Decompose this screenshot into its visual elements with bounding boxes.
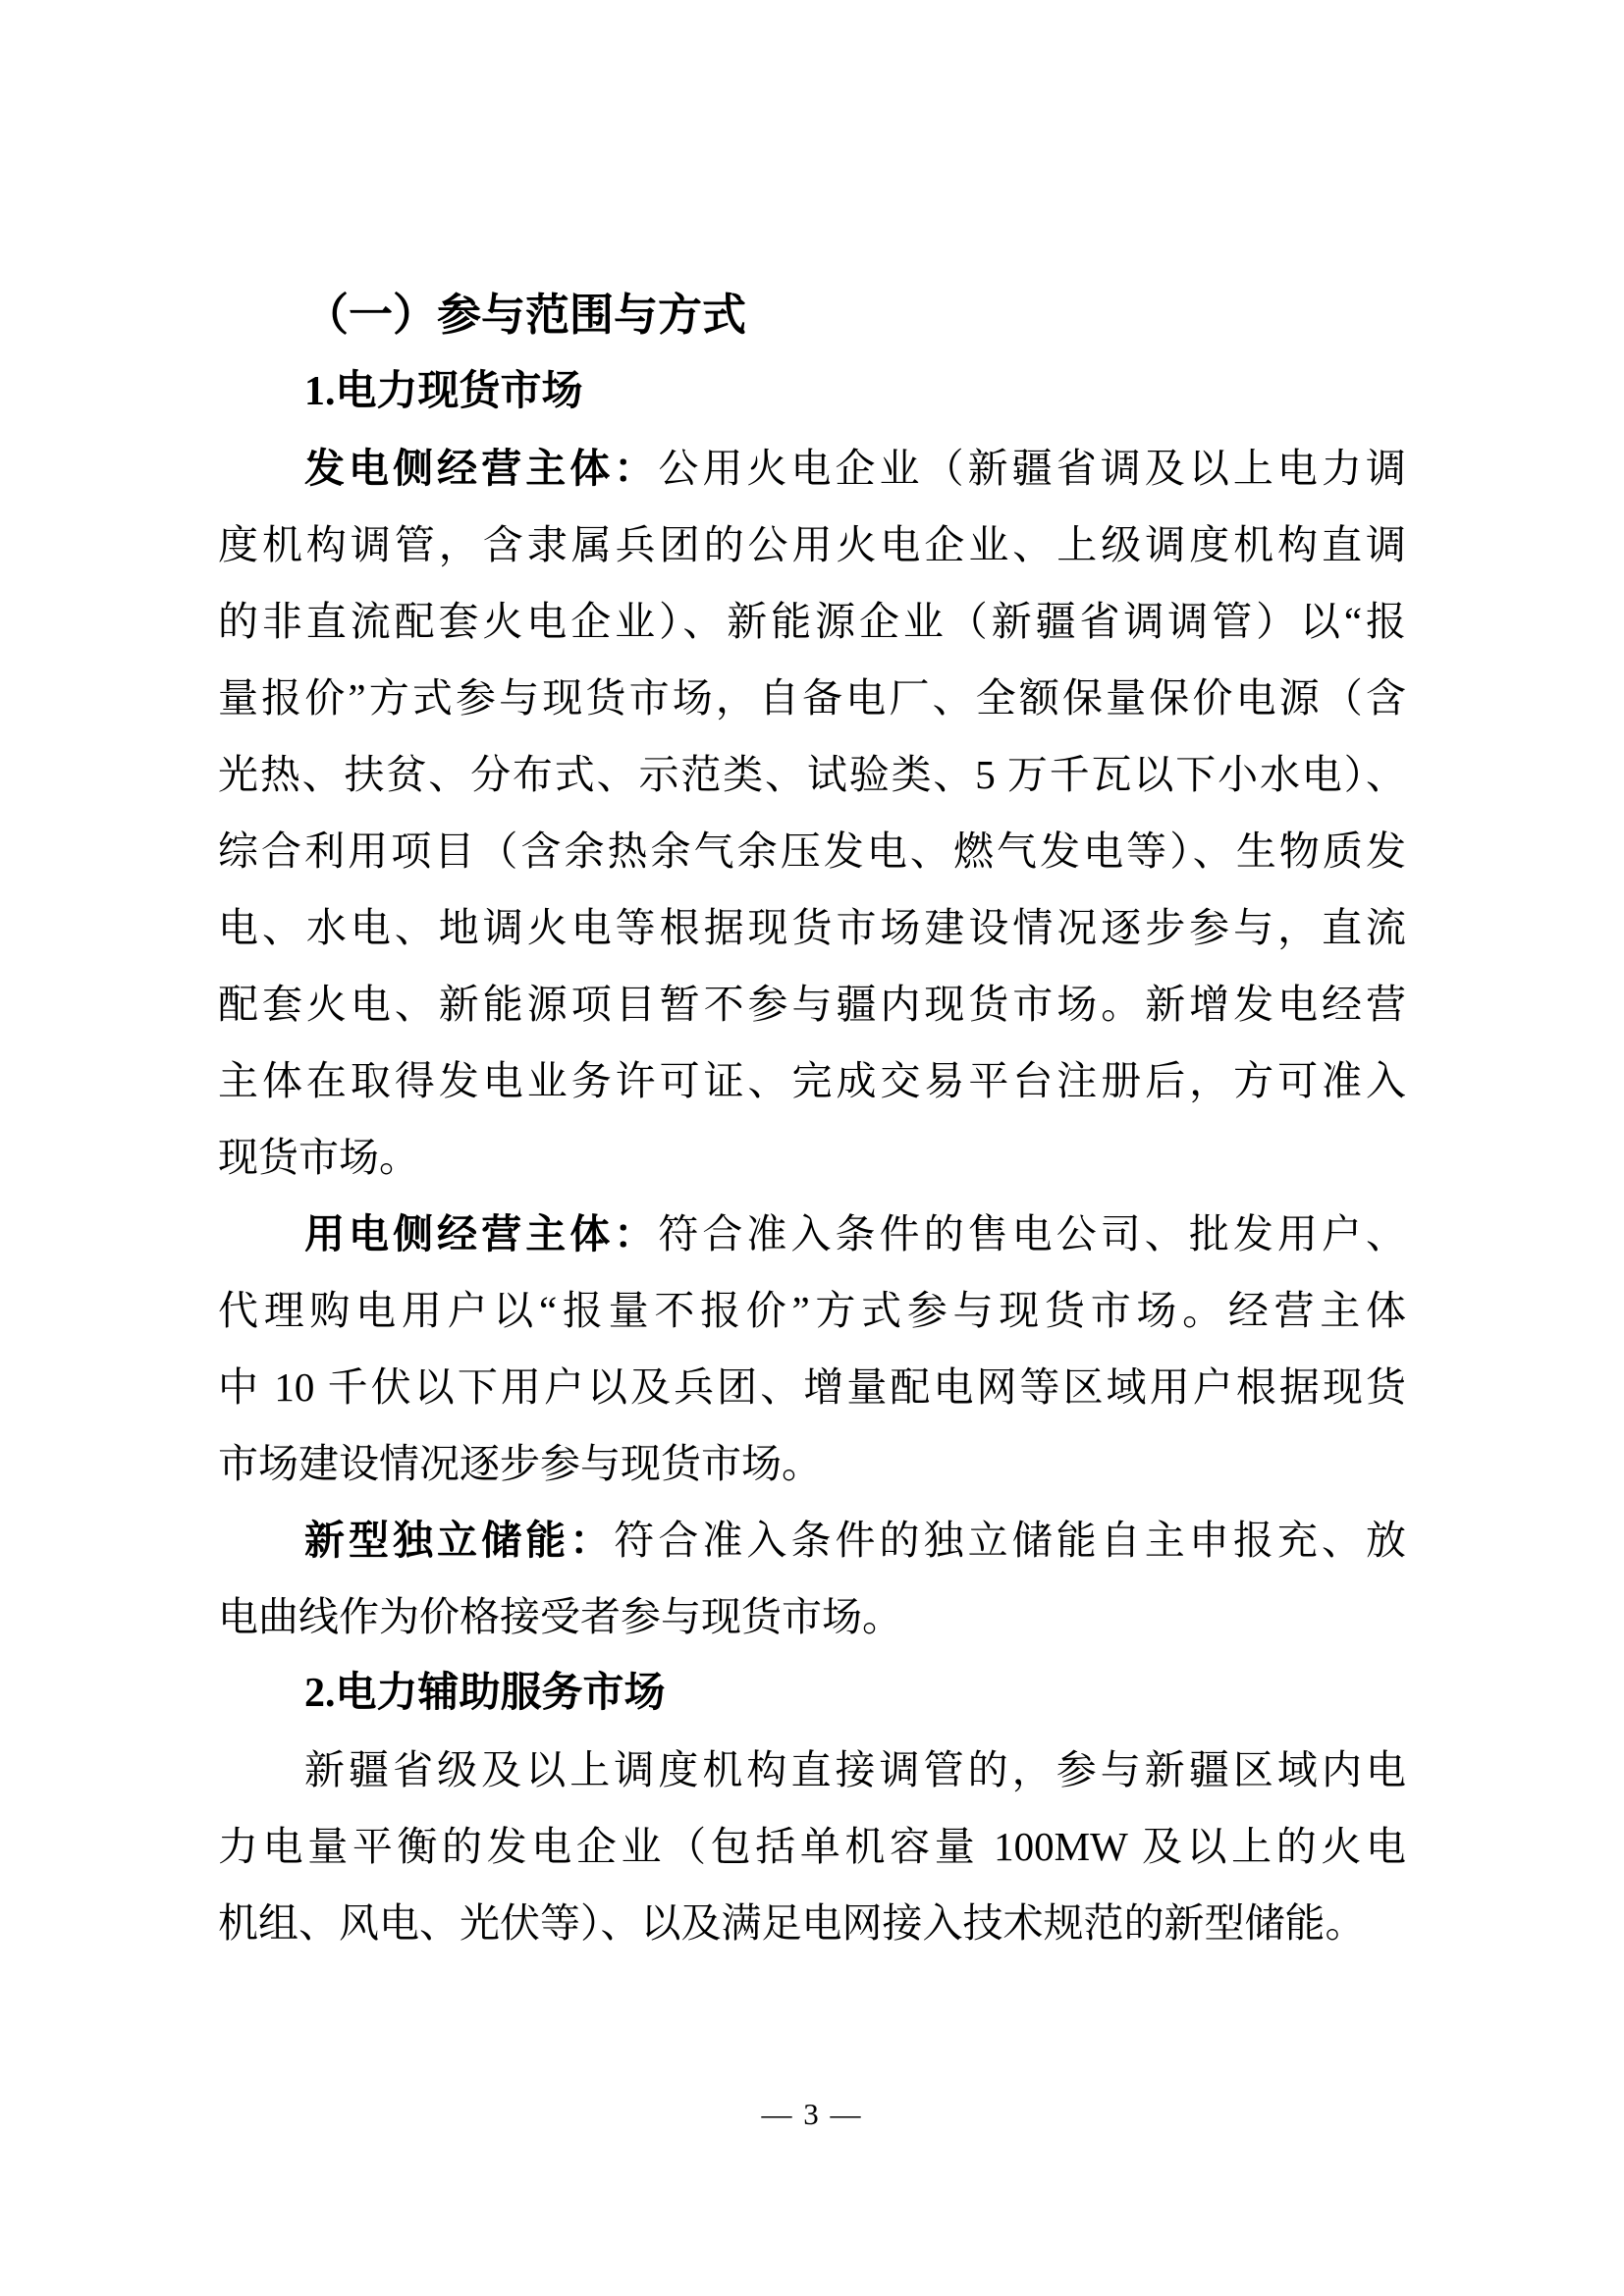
para1-lead-label: 发电侧经营主体： [304,446,659,491]
para1-line-6: 综合利用项目（含余热余气余压发电、燃气发电等）、生物质发 [218,828,1406,874]
para1-line-8: 配套火电、新能源项目暂不参与疆内现货市场。新增发电经营 [218,982,1406,1027]
para2-line-1-text: 符合准入条件的售电公司、批发用户、 [658,1211,1406,1256]
para3-line-1 [218,1502,1406,1578]
para2-line-4: 市场建设情况逐步参与现货市场。 [218,1441,822,1486]
para3-line-2: 电曲线作为价格接受者参与现货市场。 [218,1594,902,1639]
para2-line-3: 中 10 千伏以下用户以及兵团、增量配电网等区域用户根据现货 [218,1364,1406,1410]
para1-line-2: 度机构调管，含隶属兵团的公用火电企业、上级调度机构直调 [218,522,1406,567]
section-heading: （一）参与范围与方式 [304,291,747,340]
para1-line-3: 的非直流配套火电企业）、新能源企业（新疆省调调管）以“报 [218,599,1406,644]
para4-line-1: 新疆省级及以上调度机构直接调管的，参与新疆区域内电 [304,1747,1406,1792]
para1-line-5: 光热、扶贫、分布式、示范类、试验类、5 万千瓦以下小水电）、 [218,752,1406,797]
para3-line-1-text: 符合准入条件的独立储能自主申报充、放 [614,1518,1406,1563]
para2-lead-label: 用电侧经营主体： [304,1211,659,1256]
para4-line-2: 力电量平衡的发电企业（包括单机容量 100MW 及以上的火电 [218,1824,1406,1869]
document-body [218,277,1406,1961]
para1-line-9: 主体在取得发电业务许可证、完成交易平台注册后，方可准入 [218,1058,1406,1103]
subsection-heading-spot-market: 1.电力现货市场 [304,369,583,414]
para1-line-7: 电、水电、地调火电等根据现货市场建设情况逐步参与，直流 [218,905,1406,950]
page-number: — 3 — [761,2097,863,2131]
para1-line-10: 现货市场。 [218,1135,419,1180]
para1-line-4: 量报价”方式参与现货市场，自备电厂、全额保量保价电源（含 [218,675,1406,721]
para1-line-1 [218,430,1406,507]
para4-line-3: 机组、风电、光伏等）、以及满足电网接入技术规范的新型储能。 [218,1900,1366,1946]
para3-lead-label: 新型独立储能： [304,1518,615,1563]
para1-line-1-text: 公用火电企业（新疆省调及以上电力调 [658,446,1406,491]
subsection-heading-ancillary-market: 2.电力辅助服务市场 [304,1671,666,1716]
para2-line-2: 代理购电用户以“报量不报价”方式参与现货市场。经营主体 [218,1288,1406,1333]
para2-line-1 [218,1196,1406,1272]
